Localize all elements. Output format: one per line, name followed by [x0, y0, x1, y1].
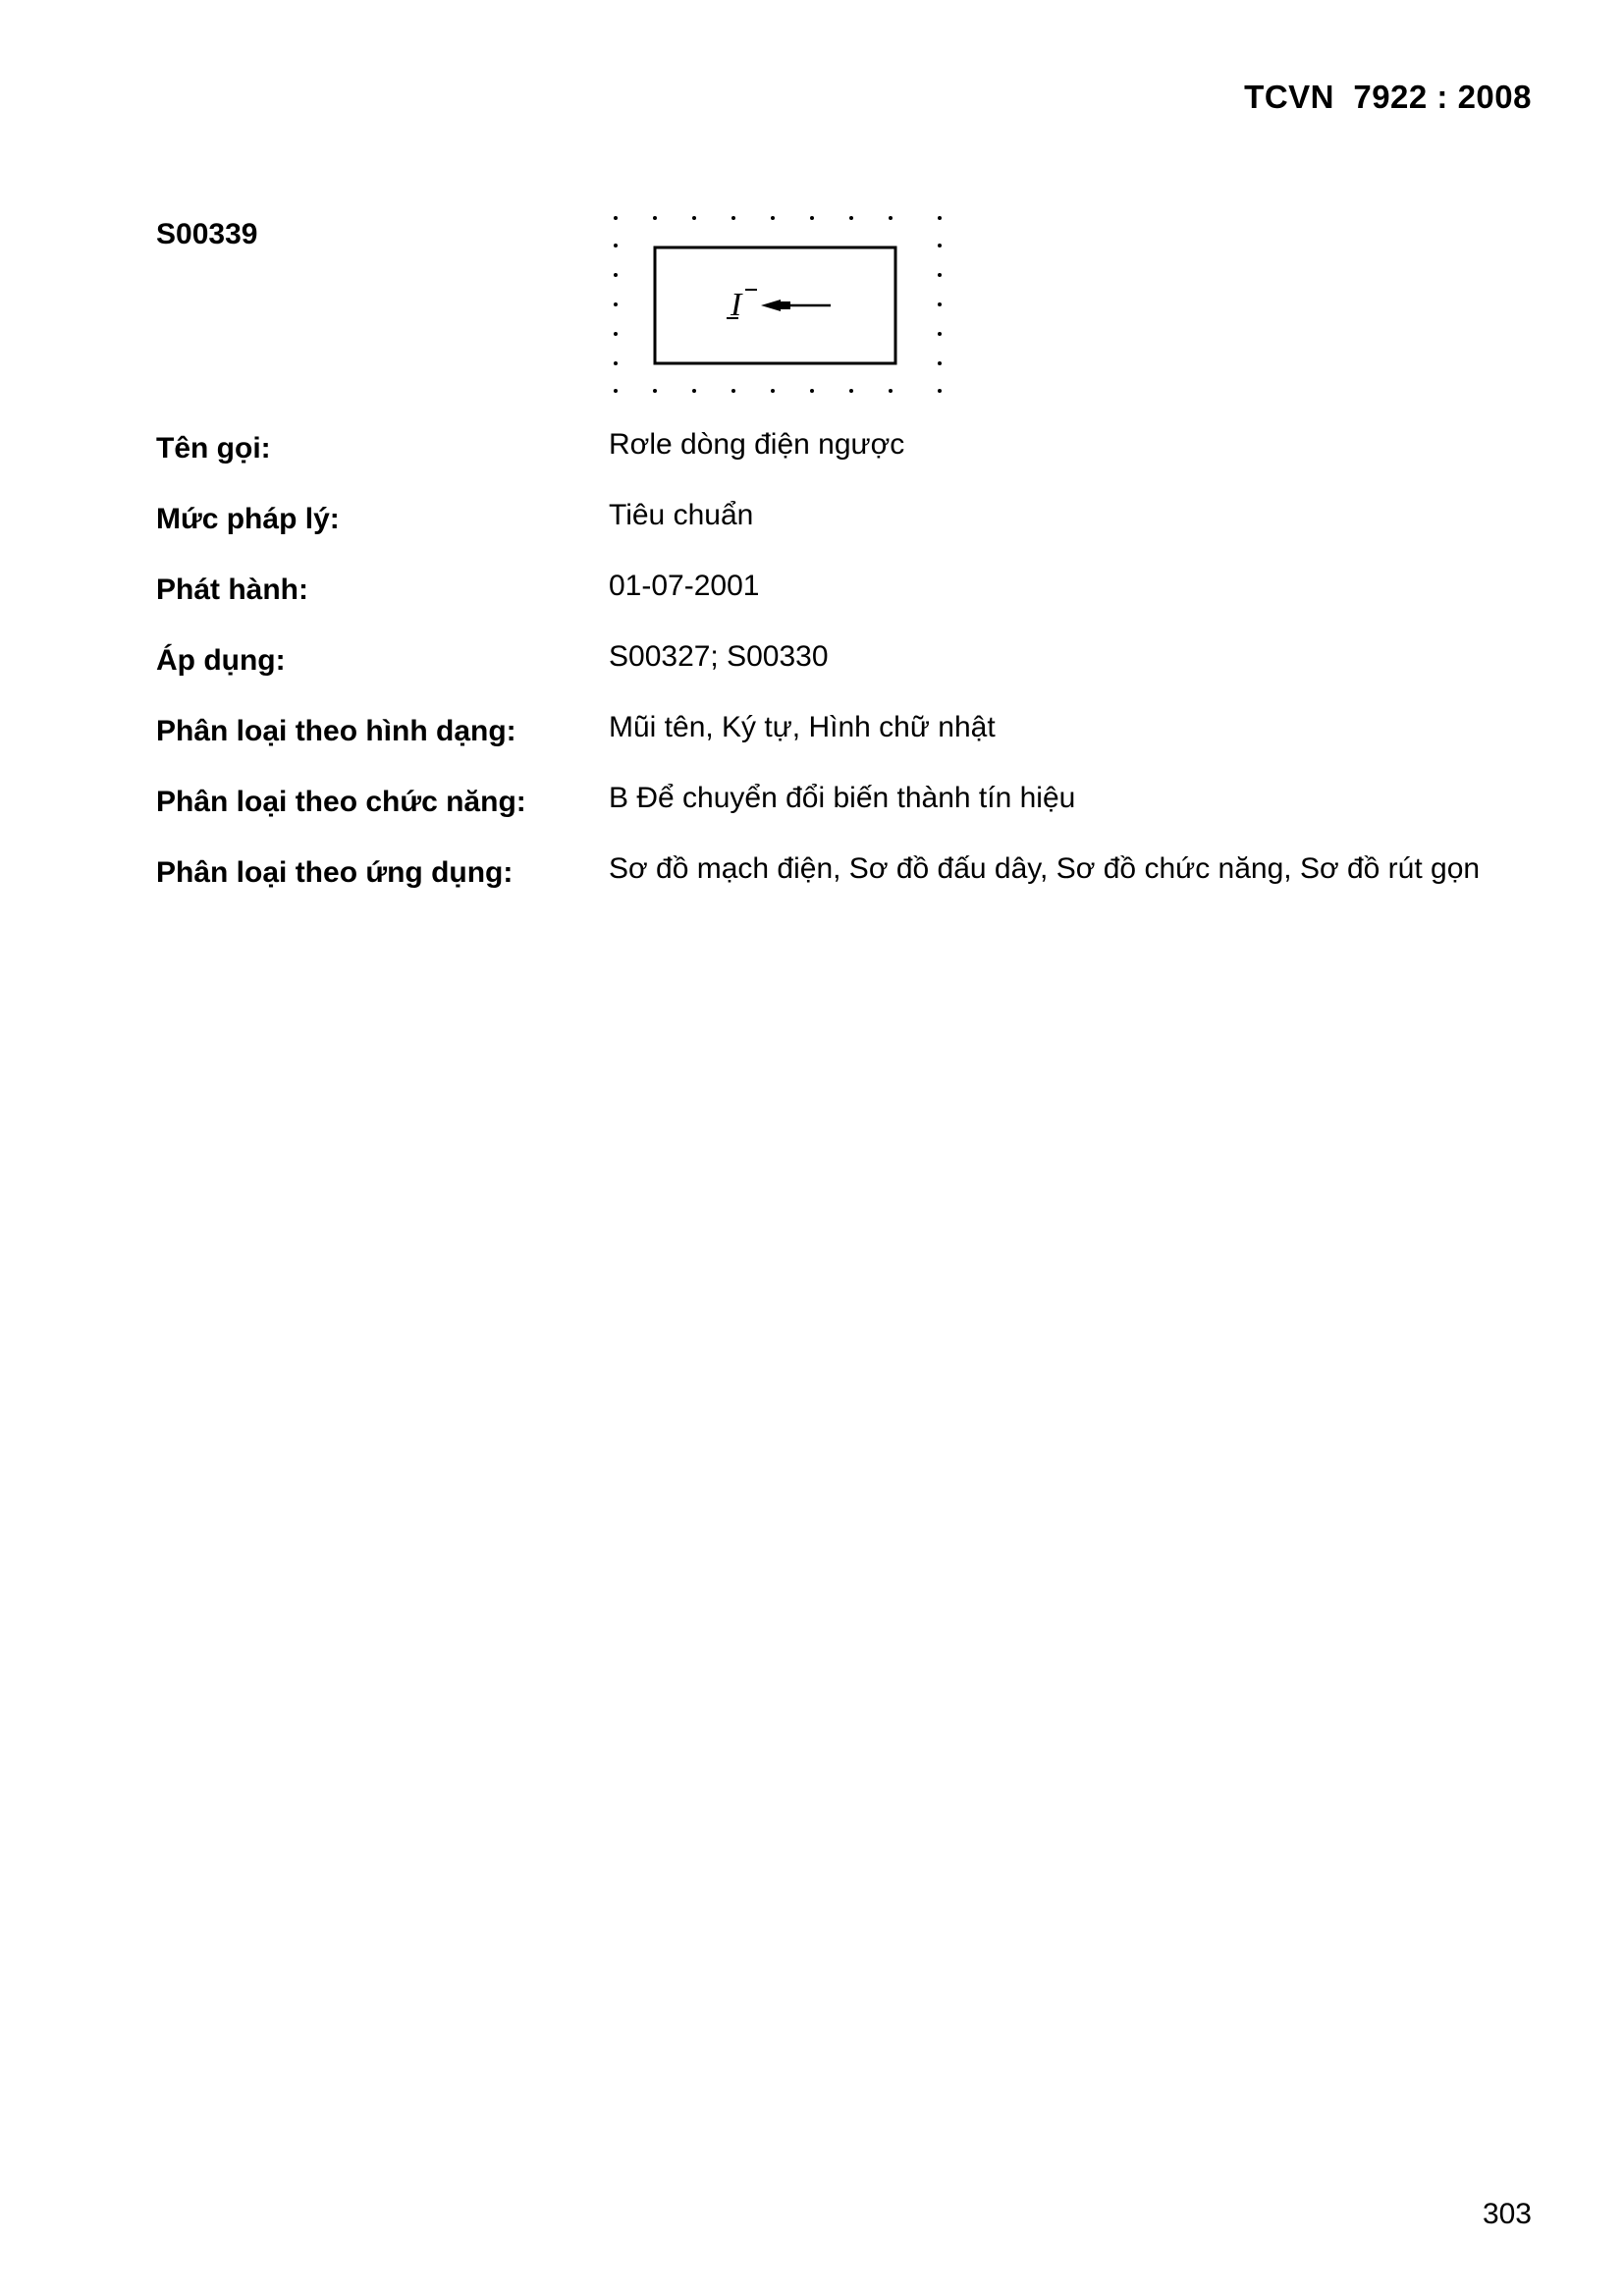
- field-value: Mũi tên, Ký tự, Hình chữ nhật: [609, 711, 996, 743]
- field-value: Sơ đồ mạch điện, Sơ đồ đấu dây, Sơ đồ chức năng, Sơ đồ rút gọn: [609, 852, 1481, 885]
- field-label: Tên gọi:: [156, 432, 271, 465]
- field-applies: [156, 640, 1531, 715]
- field-label: Phân loại theo hình dạng:: [156, 715, 516, 747]
- field-label: Áp dụng:: [156, 644, 286, 677]
- field-value: Rơle dòng điện ngược: [609, 428, 905, 461]
- field-label: Phân loại theo ứng dụng:: [156, 856, 514, 889]
- standard-header: TCVN 7922 : 2008: [1244, 79, 1532, 115]
- field-function-class: [156, 782, 1531, 856]
- field-legal-level: [156, 499, 1531, 574]
- field-value: S00327; S00330: [609, 640, 829, 673]
- field-value: Tiêu chuẩn: [609, 499, 754, 531]
- field-label: Phát hành:: [156, 574, 308, 606]
- field-name: [156, 428, 1531, 503]
- field-label: Phân loại theo chức năng:: [156, 786, 526, 818]
- symbol-attributes: [156, 428, 1531, 927]
- field-issued: [156, 570, 1531, 644]
- field-application-class: [156, 852, 1531, 927]
- page-number: 303: [1482, 2198, 1532, 2230]
- field-shape-class: [156, 711, 1531, 786]
- field-value: 01-07-2001: [609, 570, 760, 602]
- current-letter: I: [731, 287, 742, 323]
- field-label: Mức pháp lý:: [156, 503, 340, 535]
- arrow-head: [761, 300, 781, 311]
- field-value: B Để chuyển đổi biến thành tín hiệu: [609, 782, 1076, 814]
- reverse-current-relay-symbol-icon: [601, 206, 954, 403]
- symbol-code: S00339: [156, 218, 258, 250]
